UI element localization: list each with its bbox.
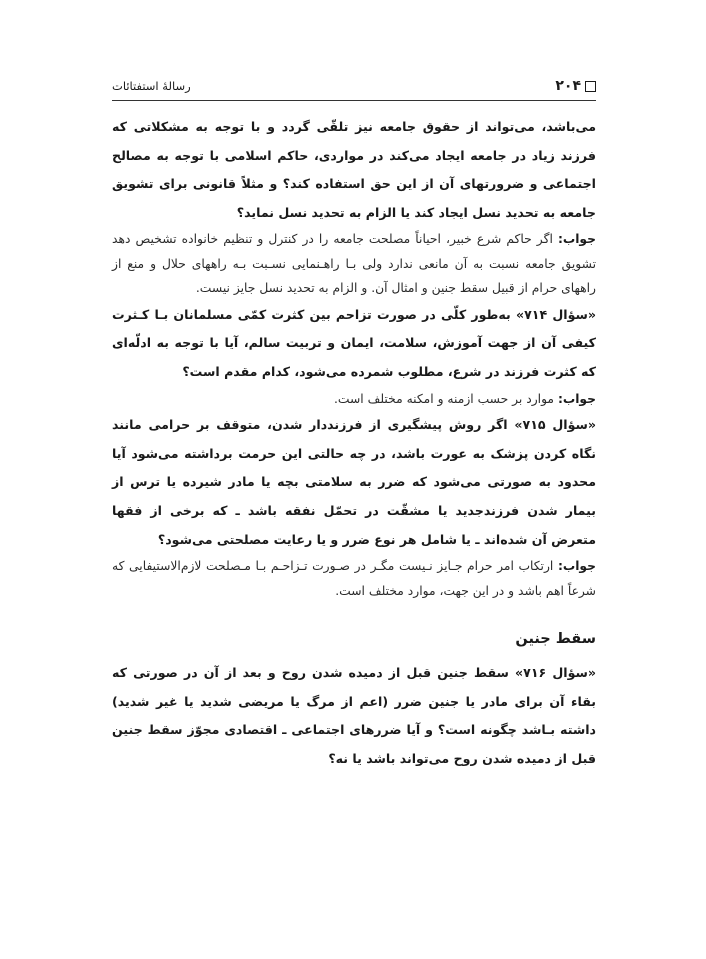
question-continuation: می‌باشد، می‌تواند از حقوق جامعه نیز تلقّی گردد و با توجه به مشکلاتی که فرزند زیاد در جامعه ایجاد می‌کند در مواردی، حاکم اسلامی با توجه به مصالح اجتماعی و ضرورتهای آن از این حق استفاده کند؟ و مثلاً قانونی برای تشویق جامعه به تحدید نسل ایجاد کند یا الزام به تحدید نسل نماید؟ xyxy=(112,119,596,220)
answer-text: اگر حاکم شرع خبیر، احیاناً مصلحت جامعه را در کنترل و تنظیم خانواده تشخیص دهد تشویق جامعه نسبت به آن مانعی ندارد ولی بـا راهـنمایی نسـبت بـه راههای حلال و منع از راههای حرام از قبیل سقط جنین و امثال آن. و الزام به تحدید نسل جایز نیست. xyxy=(112,232,596,296)
answer-text: موارد بر حسب ازمنه و امکنه مختلف است. xyxy=(334,391,558,406)
answer-label: جواب: xyxy=(557,232,596,247)
answer-714 xyxy=(112,387,596,412)
square-bullet-icon xyxy=(585,81,596,92)
page-header xyxy=(112,70,596,101)
running-title: رسالهٔ استفتائات xyxy=(112,79,191,93)
section-heading: سقط جنین xyxy=(515,631,596,648)
answer-text: ارتکاب امر حرام جـایز نـیست مگـر در صـورت تـزاحـم بـا مـصلحت لازم‌الاستیفایی که شرعاً اهم باشد و در این جهت، موارد مختلف است. xyxy=(112,559,596,598)
question-716: «سؤال ۷۱۶» سقط جنین قبل از دمیده شدن روح و بعد از آن در صورتی که بقاء آن برای مادر یا جنین ضرر (اعم از مرگ یا مریضی شدید یا غیر شدید) داشته بـاشد چگونه است؟ و آیا ضررهای اجتماعی ـ اقتصادی مجوّز سقط جنین قبل از دمیده شدن روح می‌تواند باشد یا نه؟ xyxy=(112,665,597,766)
page-number: ۲۰۴ xyxy=(555,78,581,94)
question-715: «سؤال ۷۱۵» اگر روش پیشگیری از فرزنددار شدن، متوقف بر حرامی مانند نگاه کردن پزشک به عورت باشد، در چه حالتی این حرمت برداشته می‌شود آیا محدود به صورتی می‌شود که ضرر به سلامتی بچه یا مادر شیرده یا ترس از بیمار شدن فرزندجدید یا مشقّت در تحمّل نفقه باشد ـ که برخی از فقها متعرض آن شده‌اند ـ یا شامل هر نوع ضرر و یا رعایت مصلحتی می‌شود؟ xyxy=(112,417,597,547)
answer-paragraph xyxy=(112,227,596,301)
answer-label: جواب: xyxy=(557,391,596,406)
book-page xyxy=(112,70,596,774)
page-body xyxy=(112,113,596,774)
answer-715 xyxy=(112,554,596,603)
answer-label: جواب: xyxy=(557,559,596,574)
page-number-block xyxy=(555,78,596,94)
question-714: «سؤال ۷۱۴» به‌طور کلّی در صورت تزاحم بین کثرت کمّی مسلمانان بـا کـثرت کیفی آن از جهت آموزش، سلامت، ایمان و تربیت سالم، آیا با توجه به ادلّه‌ای که کثرت فرزند در شرع، مطلوب شمرده می‌شود، کدام مقدم است؟ xyxy=(112,306,597,380)
